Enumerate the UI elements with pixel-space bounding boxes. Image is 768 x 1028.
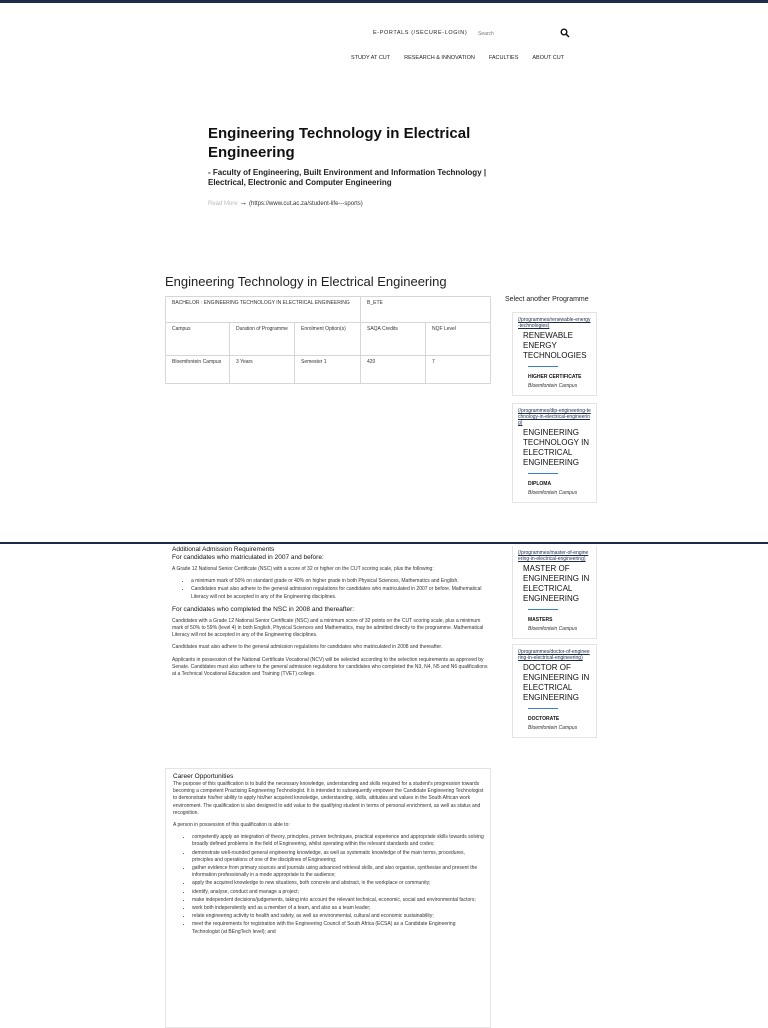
programme-card-name: RENEWABLE ENERGY TECHNOLOGIES [523,331,587,360]
requirements-heading: Additional Admission Requirements [172,546,275,553]
requirements-list [191,578,490,601]
table-cell: Bloemfontein Campus [166,356,230,384]
card-divider [528,609,558,610]
programme-table [165,296,491,384]
career-opportunities [165,768,491,1028]
header-cell: Duration of Programme [230,323,295,356]
programme-card-link[interactable]: (/programmes/master-of-engineering-in-electrical-engineering) [518,550,589,562]
nav-faculties[interactable]: FACULTIES [488,55,519,61]
requirements-paragraph: Candidates must also adhere to the general admission regulations for candidates who matriculated in 2008 and thereafter. [172,644,443,651]
header-cell: Campus [166,323,230,356]
top-brand-bar [0,0,768,3]
programme-card-level: DOCTORATE [528,716,560,722]
qualification-cell: BACHELOR : ENGINEERING TECHNOLOGY IN ELECTRICAL ENGINEERING [166,297,361,323]
programme-card-link[interactable]: (/programmes/dip-engineering-technology-in-electrical-engineering) [518,408,591,426]
list-item: • make independent decisions/judgements, taking into account the relevant technical, economic, social and environmental factors; [192,897,484,904]
card-divider [528,708,558,709]
programme-card[interactable] [512,546,597,639]
list-item: • identify, analyse, conduct and manage a project; [192,889,484,896]
table-cell: 420 [361,356,426,384]
requirements-subheading: For candidates who matriculated in 2007 and before: [172,554,324,561]
list-item: • apply the acquired knowledge to new situations, both concrete and abstract, in the workplace or community; [192,880,484,887]
card-divider [528,473,558,474]
programme-card-campus: Bloemfontein Campus [528,626,578,632]
table-cell: 7 [426,356,491,384]
select-programme-title: Select another Programme [505,296,589,303]
main-nav [351,55,564,61]
programme-card-level: MASTERS [528,617,553,623]
nav-study-at-cut[interactable]: STUDY AT CUT [351,55,391,61]
programme-card-level: DIPLOMA [528,481,552,487]
admission-requirements [172,546,490,683]
nav-research-innovation[interactable]: RESEARCH & INNOVATION [404,55,475,61]
list-item: • meet the requirements for registration with the Engineering Council of South Africa (ECSA) as a Candidate Engineering Technologist (at BEngTech level); and [192,921,484,935]
programme-card-name: ENGINEERING TECHNOLOGY IN ELECTRICAL ENGINEERING [523,428,590,467]
programme-card-campus: Bloemfontein Campus [528,725,578,731]
list-item: • demonstrate well-rounded general engineering knowledge, as well as systematic knowledge of the main terms, procedures, principles and operations of one of the disciplines of Engineering; [192,850,484,864]
requirements-paragraph: Applicants in possession of the National Certificate Vocational (NCV) will be selected according to the selection requirements as approved by Senate. Candidates must also adhere to the general admission regulations for candidates who completed the N3, N4, N5 and N6 qualifications at a Technical Vocational Education and Training (TVET) college. [172,656,488,678]
search-icon[interactable] [560,28,570,38]
search-input[interactable] [478,28,558,40]
list-item: • a minimum mark of 50% on standard grade or 40% on higher grade in both Physical Sciences, Mathematics and English. [191,578,490,585]
programme-card[interactable] [512,644,597,738]
nav-about-cut[interactable]: ABOUT CUT [532,55,565,61]
table-row [166,323,491,356]
career-list [192,834,484,936]
code-cell: B_ETE [361,297,491,323]
career-paragraph: A person in possession of this qualification is able to: [173,822,290,829]
requirements-subheading: For candidates who completed the NSC in 2008 and thereafter: [172,605,355,613]
list-item: • competently apply an integration of theory, principles, proven techniques, practical experience and appropriate skills towards solving broadly defined problems in the field of Engineering, whilst operating within the relevant standards and codes; [192,834,484,848]
programme-card-campus: Bloemfontein Campus [528,383,578,389]
table-row [166,297,491,323]
list-item: • Candidates must also adhere to the general admission regulations for candidates who matriculated in 2007 or before. Mathematical Literacy will not be accepted in any of the Engineering disciplines. [191,586,490,600]
career-heading: Career Opportunities [173,773,234,780]
programme-card-level: HIGHER CERTIFICATE [528,374,582,380]
table-row [166,356,491,384]
read-more-url: (https://www.cut.ac.za/student-life---sports) [249,201,363,207]
eportals-link[interactable]: E-PORTALS (/SECURE-LOGIN) [373,30,468,36]
programme-card-link[interactable]: (/programmes/doctor-of-engineering-in-electrical-engineering) [518,649,590,661]
programme-card-name: MASTER OF ENGINEERING IN ELECTRICAL ENGINEERING [523,564,590,603]
table-cell: Semester 1 [295,356,361,384]
list-item: • gather evidence from primary sources and journals using advanced retrieval skills, and also organise, synthesise and present the information professionally in a mode appropriate to the audience; [192,865,484,879]
header-cell: NQF Level [426,323,491,356]
card-divider [528,366,558,367]
read-more-label: Read More [208,201,238,207]
section-divider-bar [0,542,768,544]
table-cell: 3 Years [230,356,295,384]
programme-card-campus: Bloemfontein Campus [528,490,578,496]
header-cell: Enrolment Option(s) [295,323,361,356]
programme-card[interactable] [512,312,597,396]
arrow-right-icon: → [239,198,248,207]
programme-card-name: DOCTOR OF ENGINEERING IN ELECTRICAL ENGINEERING [523,663,590,702]
requirements-paragraph: A Grade 12 National Senior Certificate (NSC) with a score of 32 or higher on the CUT scoring scale, plus the following: [172,566,434,572]
requirements-paragraph: Candidates with a Grade 12 National Senior Certificate (NSC) and a minimum score of 32 points on the CUT scoring scale, plus a minimum mark of 50% to 59% (level 4) in both English, Physical Sciences and Mathematics, may be admitted directly to the programme. Mathematical Literacy will not be accepted in any of the Engineering disciplines. [172,617,484,639]
programme-card-link[interactable]: (/programmes/renewable-energy-technologies) [518,317,591,329]
list-item: • relate engineering activity to health and safety, as well as environmental, cultural and economic sustainability; [192,913,484,920]
read-more-link[interactable] [208,198,363,207]
career-paragraph: The purpose of this qualification is to build the necessary knowledge, understanding and skills required for a student's progression towards becoming a competent Practising Engineering Technologist. It is intended to subsequently empower the Candidate Engineering Technologist to demonstrate his/her ability to apply his/her acquired knowledge, understanding, skills, attitudes and values in the South African work environment. The qualification is also designed to add value to the qualifying student in terms of personal enrichment, as well as status and recognition. [173,781,484,816]
header-cell: SAQA Credits [361,323,426,356]
page-subtitle: - Faculty of Engineering, Built Environment and Information Technology | Electrical, Electronic and Computer Engineering [208,168,487,187]
list-item: • work both independently and as a member of a team, and also as a team leader; [192,905,484,912]
page-title: Engineering Technology in Electrical Engineering [208,125,471,161]
section-title: Engineering Technology in Electrical Engineering [165,274,447,289]
programme-card[interactable] [512,403,597,503]
